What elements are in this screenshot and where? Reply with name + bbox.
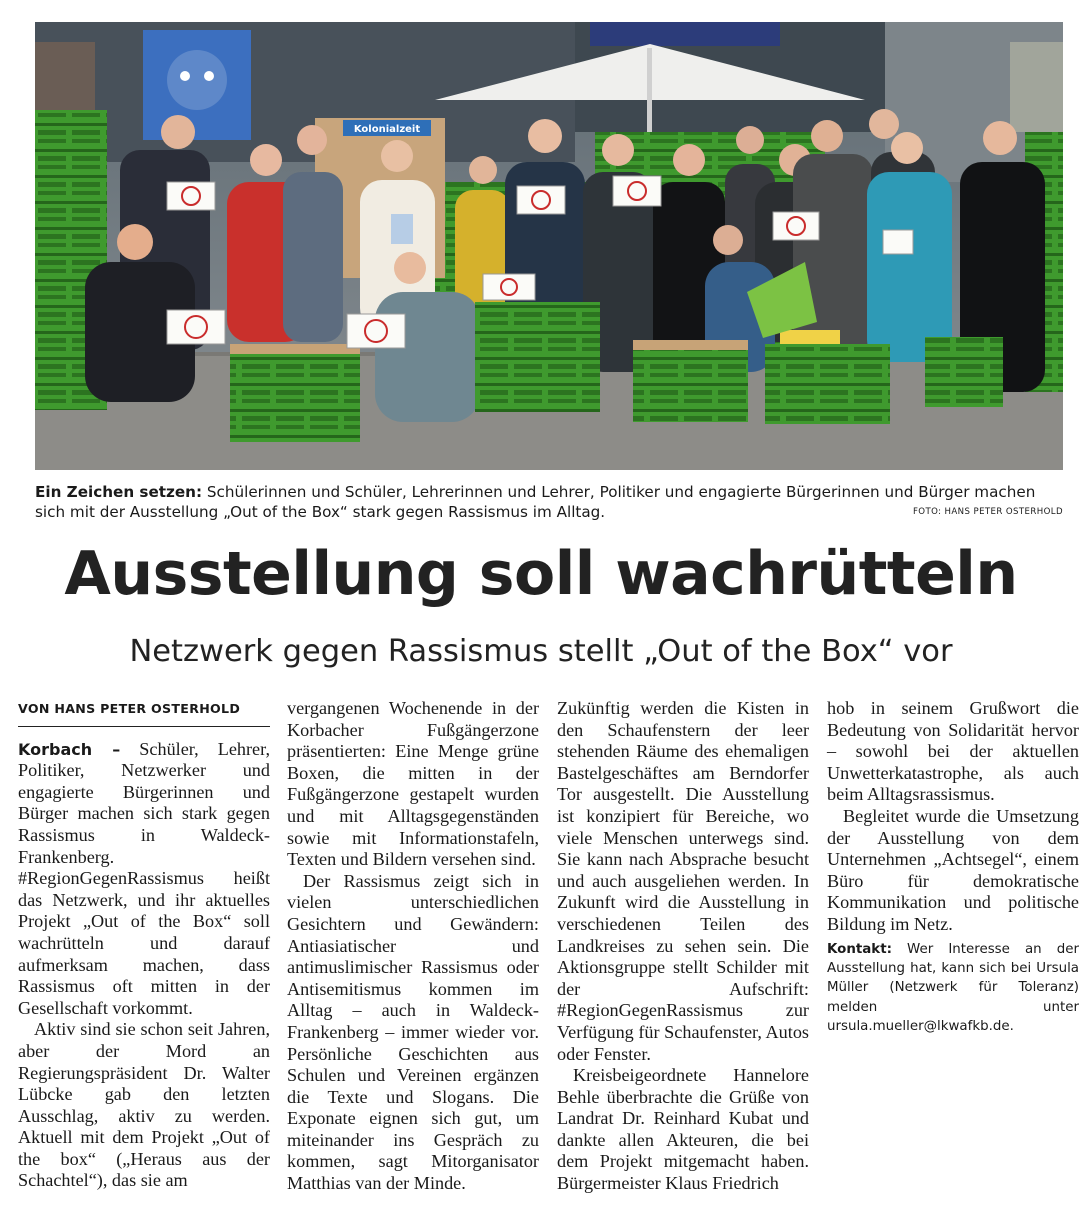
caption-text: Schülerinnen und Schüler, Lehrerinnen und Lehrer, Politiker und engagierte Bürgerinnen und Bürger machen sich mit der Ausstellung „Out of the Box“ stark gegen Rassismus im Alltag. [35,483,1036,521]
paragraph-5: Kreisbeigeordnete Hannelore Behle überbrachte die Grüße von Landrat Dr. Reinhard Kubat und dankte allen Akteuren, die bei dem Projekt mitgemacht haben. Bürgermeister Klaus Friedrich [557,1065,809,1194]
dateline: Korbach – [18,739,121,759]
contact-text: Wer Interesse an der Ausstellung hat, kann sich bei Ursula Müller (Netzwerk für Toleranz) melden unter ursula.mueller@lkwafkb.de. [827,941,1079,1035]
byline: VON HANS PETER OSTERHOLD [18,698,270,727]
photo-caption [35,482,1063,522]
caption-lead: Ein Zeichen setzen: [35,483,203,501]
column-4 [827,698,1079,1037]
headline: Ausstellung soll wachrütteln [64,539,1018,609]
store-sign [590,22,780,46]
photo-credit: FOTO: HANS PETER OSTERHOLD [912,507,1063,517]
paragraph-2-cont: vergangenen Wochenende in der Korbacher Fußgängerzone präsentierten: Eine Menge grüne Boxen, die mitten in der Fußgängerzone gestapelt wurden und mit Alltagsgegenständen sowie mit Informationstafeln, Texten und Bildern versehen sind. [287,698,539,870]
paragraph-5-cont: hob in seinem Grußwort die Bedeutung von Solidarität hervor – sowohl bei der aktuellen Unwetterkatastrophe, als auch beim Alltagsrassismus. [827,698,1079,805]
column-3 [557,698,809,1195]
paragraph-2: Aktiv sind sie schon seit Jahren, aber der Mord an Regierungspräsident Dr. Walter Lübcke gab den letzten Ausschlag, aktiv zu werden. Aktuell mit dem Projekt „Out of the box“ („Heraus aus der Schachtel“), das sie am [18,1019,270,1191]
article-photo [35,22,1063,470]
subheadline: Netzwerk gegen Rassismus stellt „Out of the Box“ vor [129,634,953,669]
column-2 [287,698,539,1195]
paragraph-6: Begleitet wurde die Umsetzung der Ausstellung von dem Unternehmen „Achtsegel“, einem Büro für demokratische Kommunikation und politische Bildung im Netz. [827,805,1079,934]
paragraph-1: Korbach – Schüler, Lehrer, Politiker, Netzwerker und engagierte Bürgerinnen und Bürger machen sich stark gegen Rassismus in Waldeck-Frankenberg. #RegionGegenRassismus heißt das Netzwerk, und ihr aktuelles Projekt „Out of the Box“ soll wachrütteln und darauf aufmerksam machen, dass Rassismus oft mitten in der Gesellschaft vorkommt. [18,738,270,1018]
paragraph-3: Der Rassismus zeigt sich in vielen unterschiedlichen Gesichtern und Gewändern: Antiasiatischer und antimuslimischer Rassismus oder Antisemitismus kommen im Alltag – auch in Waldeck-Frankenberg – immer wieder vor. Persönliche Geschichten aus Schulen und Vereinen ergänzen die Texte und Slogans. Die Exponate eignen sich gut, um miteinander ins Gespräch zu kommen, sagt Mitorganisator Matthias van der Minde. [287,870,539,1194]
photo-label-kolonialzeit: Kolonialzeit [353,124,421,135]
paragraph-4-cont: Zukünftig werden die Kisten in den Schaufenstern der leer stehenden Räume des ehemaligen Bastelgeschäftes am Berndorfer Tor ausgestellt. Die Ausstellung ist konzipiert für Bereiche, wo viele Menschen unterwegs sind. Sie kann nach Absprache besucht und auch ausgeliehen werden. In Zukunft wird die Ausstellung in verschiedenen Teilen des Landkreises zu sehen sein. Die Aktionsgruppe stellt Schilder mit der Aufschrift: #RegionGegenRassismus zur Verfügung für Schaufenster, Autos oder Fenster. [557,698,809,1064]
contact-box [827,940,1079,1037]
contact-label: Kontakt: [827,941,892,957]
column-1 [18,698,270,1192]
